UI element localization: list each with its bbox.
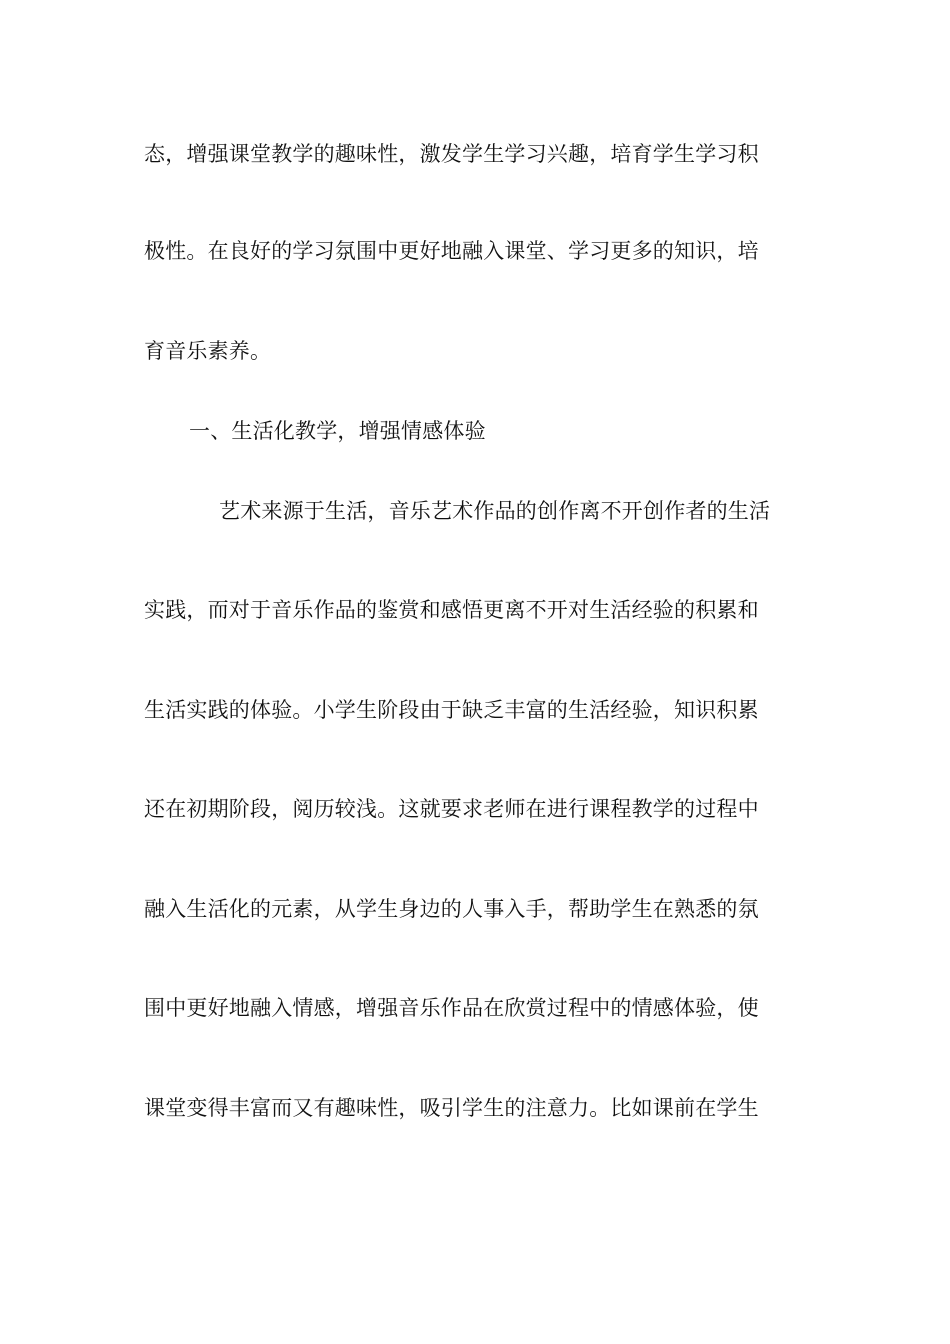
paragraph-line: 课堂变得丰富而又有趣味性，吸引学生的注意力。比如课前在学生 (144, 1096, 759, 1120)
paragraph-line: 还在初期阶段，阅历较浅。这就要求老师在进行课程教学的过程中 (144, 797, 759, 821)
paragraph-line: 极性。在良好的学习氛围中更好地融入课堂、学习更多的知识，培 (144, 239, 759, 263)
section-heading: 一、生活化教学，增强情感体验 (189, 419, 486, 443)
paragraph-line: 艺术来源于生活，音乐艺术作品的创作离不开创作者的生活 (219, 499, 771, 523)
paragraph-line: 生活实践的体验。小学生阶段由于缺乏丰富的生活经验，知识积累 (144, 698, 759, 722)
paragraph-line: 实践，而对于音乐作品的鉴赏和感悟更离不开对生活经验的积累和 (144, 598, 759, 622)
paragraph-line: 融入生活化的元素，从学生身边的人事入手，帮助学生在熟悉的氛 (144, 897, 759, 921)
paragraph-line: 围中更好地融入情感，增强音乐作品在欣赏过程中的情感体验，使 (144, 996, 759, 1020)
paragraph-line: 态，增强课堂教学的趣味性，激发学生学习兴趣，培育学生学习积 (144, 142, 759, 166)
paragraph-line: 育音乐素养。 (144, 339, 272, 363)
